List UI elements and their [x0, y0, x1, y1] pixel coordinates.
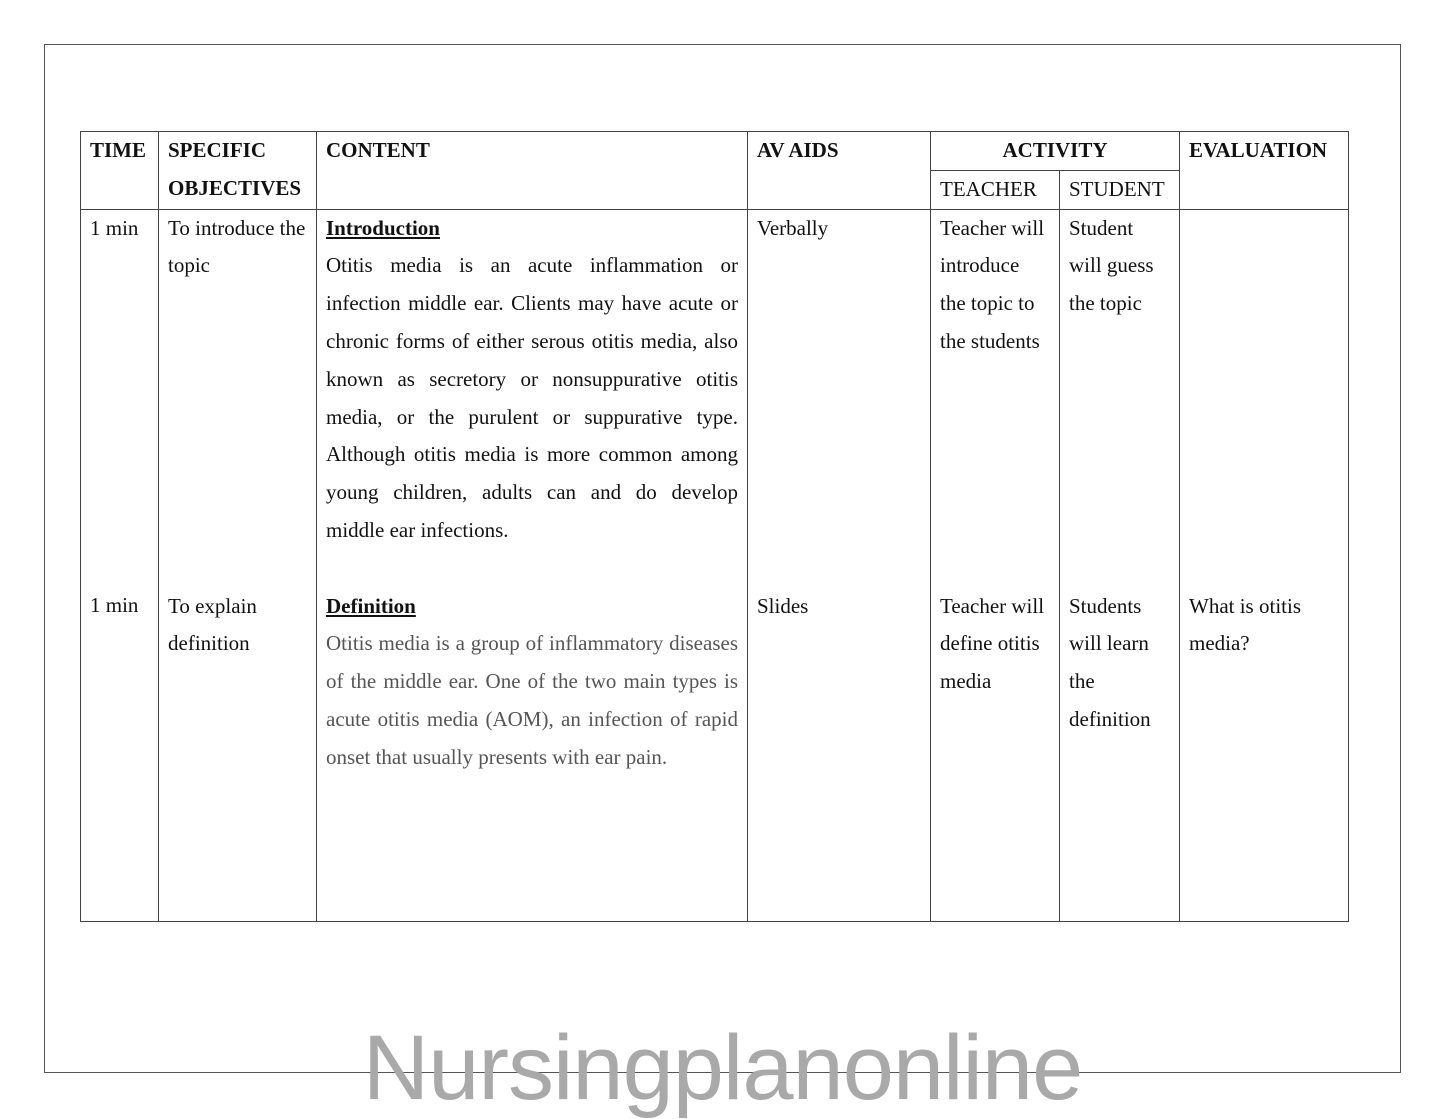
introduction-text: Otitis media is an acute inflammation or infection middle ear. Clients may have acute or chronic forms of either serous otitis media, also known as secretory or nonsuppurative otitis media, or the purulent or suppurative type. Although otitis media is more common among young children, adults can and do develop middle ear infections.: [326, 253, 738, 542]
header-objectives-line2: OBJECTIVES: [168, 175, 302, 200]
row1-teacher: Teacher will introduce the topic to the students: [940, 215, 1045, 353]
row2-time: 1 min: [90, 593, 139, 618]
lesson-cell-objectives: [159, 209, 317, 921]
header-teacher: TEACHER: [931, 170, 1060, 209]
table-row: [81, 209, 1349, 921]
definition-text: Otitis media is a group of inflammatory diseases of the middle ear. One of the two main types is acute otitis media (AOM), an infection of rapid onset that usually presents with ear pain.: [326, 631, 738, 769]
row2-evaluation: What is otitis media?: [1189, 593, 1301, 656]
header-student: STUDENT: [1060, 170, 1180, 209]
header-evaluation: EVALUATION: [1180, 132, 1349, 210]
lesson-plan-table: [80, 131, 1349, 922]
lesson-cell-evaluation: [1180, 209, 1349, 921]
header-specific-objectives: [159, 132, 317, 210]
header-content: CONTENT: [317, 132, 748, 210]
row1-student: Student will guess the topic: [1069, 215, 1154, 316]
row1-av-aids: Verbally: [757, 215, 829, 240]
lesson-cell-time: [81, 209, 159, 921]
header-activity: ACTIVITY: [931, 132, 1180, 171]
row2-av-aids: Slides: [757, 593, 809, 618]
lesson-cell-teacher: [931, 209, 1060, 921]
introduction-heading: Introduction: [326, 215, 440, 240]
lesson-cell-content: [317, 209, 748, 921]
header-objectives-line1: SPECIFIC: [168, 138, 267, 162]
row2-teacher: Teacher will define otitis media: [940, 593, 1045, 694]
row2-student: Students will learn the definition: [1069, 593, 1151, 731]
lesson-cell-student: [1060, 209, 1180, 921]
header-time: TIME: [81, 132, 159, 210]
lesson-cell-av-aids: [748, 209, 931, 921]
watermark: Nursingplanonline: [362, 1017, 1083, 1119]
row1-time: 1 min: [90, 215, 139, 240]
row1-objective: To introduce the topic: [168, 215, 306, 278]
header-av-aids: AV AIDS: [748, 132, 931, 210]
definition-heading: Definition: [326, 593, 416, 618]
row2-objective: To explain definition: [168, 593, 257, 656]
